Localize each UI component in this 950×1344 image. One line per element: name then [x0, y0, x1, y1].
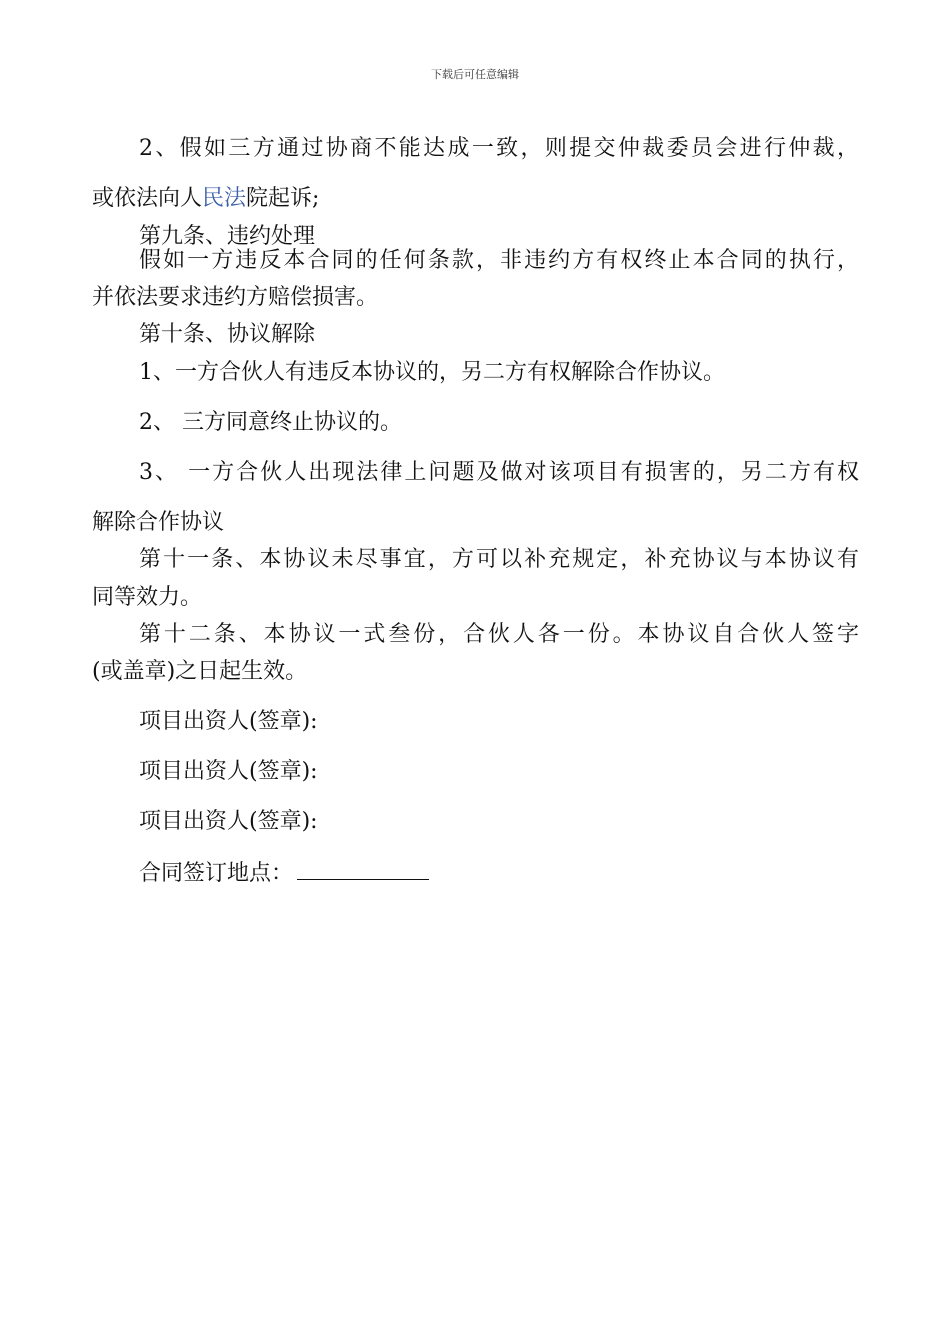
- paragraph-line: 1、一方合伙人有违反本协议的，另二方有权解除合作协议。: [139, 360, 725, 385]
- paragraph-line: 并依法要求违约方赔偿损害。: [92, 285, 379, 310]
- signature-line-3: 项目出资人(签章):: [139, 809, 318, 834]
- signature-line-2: 项目出资人(签章):: [139, 759, 318, 784]
- hyperlink[interactable]: 民法: [202, 186, 247, 211]
- paragraph-line: 同等效力。: [92, 585, 203, 610]
- text-run: 或依法向人: [92, 186, 203, 211]
- signature-line-1: 项目出资人(签章):: [139, 709, 318, 734]
- paragraph-line: [92, 186, 319, 212]
- paragraph-line: (或盖章)之日起生效。: [92, 659, 308, 684]
- signing-place-blank: [297, 859, 429, 880]
- paragraph-line: 2、假如三方通过协商不能达成一致，则提交仲裁委员会进行仲裁，: [139, 136, 859, 161]
- signing-place-line: [139, 859, 429, 887]
- paragraph-line: 2、 三方同意终止协议的。: [139, 410, 402, 435]
- section-heading-10: 第十条、协议解除: [139, 322, 316, 347]
- section-heading-12: 第十二条、本协议一式叁份，合伙人各一份。本协议自合伙人签字: [139, 622, 859, 647]
- paragraph-line: 假如一方违反本合同的任何条款，非违约方有权终止本合同的执行，: [139, 248, 859, 273]
- paragraph-line: 解除合作协议: [92, 510, 225, 535]
- section-heading-9: 第九条、违约处理: [139, 224, 316, 249]
- page-header: 下载后可任意编辑: [431, 68, 519, 81]
- signing-place-label: 合同签订地点：: [139, 861, 294, 886]
- section-heading-11: 第十一条、本协议未尽事宜，方可以补充规定，补充协议与本协议有: [139, 547, 859, 572]
- paragraph-line: 3、 一方合伙人出现法律上问题及做对该项目有损害的，另二方有权: [139, 460, 859, 485]
- text-run: 院起诉;: [246, 186, 320, 211]
